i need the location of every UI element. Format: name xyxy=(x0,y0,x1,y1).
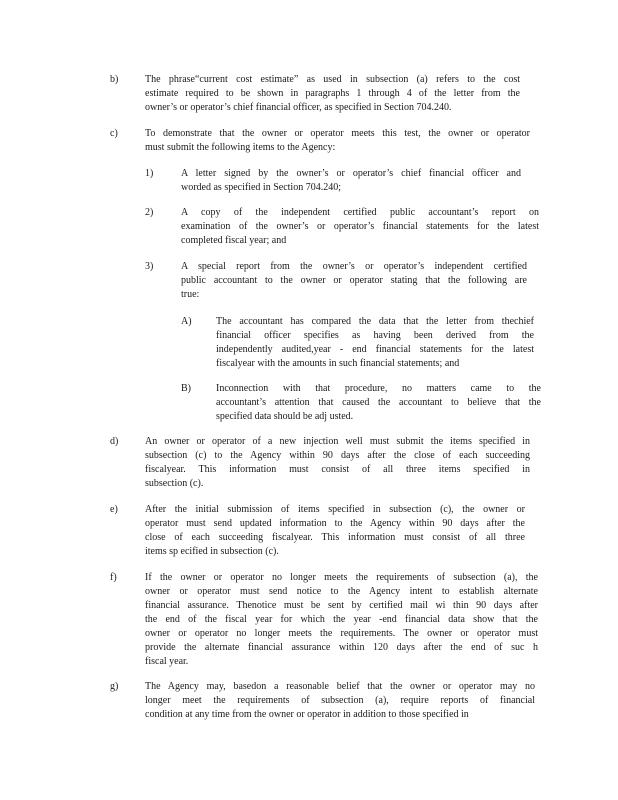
item-marker: g) xyxy=(110,681,119,692)
text-line: The Agency may, basedon a reasonable belief that the owner or operator may no xyxy=(145,681,535,692)
text-line: The accountant has compared the data that the letter from thechief xyxy=(216,316,534,327)
text-line: fiscalyear. This information must consist of all three items specified in xyxy=(145,464,530,475)
item-marker: 1) xyxy=(145,168,154,179)
item-text xyxy=(145,435,530,491)
item-text xyxy=(216,382,541,424)
text-line: A letter signed by the owner’s or operator’s chief financial officer and xyxy=(181,168,521,179)
text-line: owner or operator no longer meets the requirements. The owner or operator must xyxy=(145,628,538,639)
text-line: completed fiscal year; and xyxy=(181,235,287,246)
text-line: subsection (c) to the Agency within 90 days after the close of each succeeding xyxy=(145,450,530,461)
text-line: financial officer specifies as having been derived from the xyxy=(216,330,534,341)
text-line: independently audited,year - end financial statements for the latest xyxy=(216,344,534,355)
item-marker: B) xyxy=(181,383,191,394)
text-line: provide the alternate financial assurance within 120 days after the end of suc h xyxy=(145,642,538,653)
text-line: items sp ecified in subsection (c). xyxy=(145,546,279,557)
item-marker: c) xyxy=(110,128,118,139)
text-line: worded as specified in Section 704.240; xyxy=(181,182,341,193)
text-line: must submit the following items to the Agency: xyxy=(145,142,336,153)
text-line: the end of the fiscal year for which the year -end financial data show that the xyxy=(145,614,538,625)
item-marker: e) xyxy=(110,504,118,515)
text-line: To demonstrate that the owner or operator meets this test, the owner or operator xyxy=(145,128,530,139)
item-marker: f) xyxy=(110,572,117,583)
text-line: Inconnection with that procedure, no matters came to the xyxy=(216,383,541,394)
text-line: examination of the owner’s or operator’s financial statements for the latest xyxy=(181,221,539,232)
item-text xyxy=(145,127,530,155)
text-line: An owner or operator of a new injection well must submit the items specified in xyxy=(145,436,530,447)
text-line: After the initial submission of items specified in subsection (c), the owner or xyxy=(145,504,525,515)
text-line: fiscalyear with the amounts in such financial statements; and xyxy=(216,358,460,369)
item-text xyxy=(216,315,534,371)
text-line: A special report from the owner’s or operator’s independent certified xyxy=(181,261,527,272)
item-marker: d) xyxy=(110,436,119,447)
text-line: fiscal year. xyxy=(145,656,189,667)
item-text xyxy=(145,503,525,559)
item-marker: A) xyxy=(181,316,192,327)
text-line: true: xyxy=(181,289,200,300)
text-line: financial assurance. Thenotice must be sent by certified mail wi thin 90 days after xyxy=(145,600,538,611)
text-line: public accountant to the owner or operator stating that the following are xyxy=(181,275,527,286)
item-text xyxy=(181,206,539,248)
text-line: subsection (c). xyxy=(145,478,204,489)
text-line: condition at any time from the owner or operator in addition to those specified in xyxy=(145,709,469,720)
text-line: accountant’s attention that caused the accountant to believe that the xyxy=(216,397,541,408)
item-marker: b) xyxy=(110,74,119,85)
text-line: longer meet the requirements of subsection (a), require reports of financial xyxy=(145,695,535,706)
text-line: owner’s or operator’s chief financial officer, as specified in Section 704.240. xyxy=(145,102,452,113)
text-line: owner or operator must send notice to the Agency intent to establish alternate xyxy=(145,586,538,597)
item-text xyxy=(145,571,538,669)
text-line: close of each succeeding fiscalyear. This information must consist of all three xyxy=(145,532,525,543)
item-text xyxy=(181,260,527,302)
item-marker: 2) xyxy=(145,207,154,218)
text-line: operator must send updated information to the Agency within 90 days after the xyxy=(145,518,525,529)
text-line: estimate required to be shown in paragraphs 1 through 4 of the letter from the xyxy=(145,88,520,99)
item-text xyxy=(145,680,535,722)
item-text xyxy=(181,167,521,195)
text-line: specified data should be adj usted. xyxy=(216,411,354,422)
item-marker: 3) xyxy=(145,261,154,272)
text-line: A copy of the independent certified public accountant’s report on xyxy=(181,207,539,218)
item-text xyxy=(145,73,520,115)
text-line: If the owner or operator no longer meets the requirements of subsection (a), the xyxy=(145,572,538,583)
text-line: The phrase“current cost estimate” as used in subsection (a) refers to the cost xyxy=(145,74,520,85)
